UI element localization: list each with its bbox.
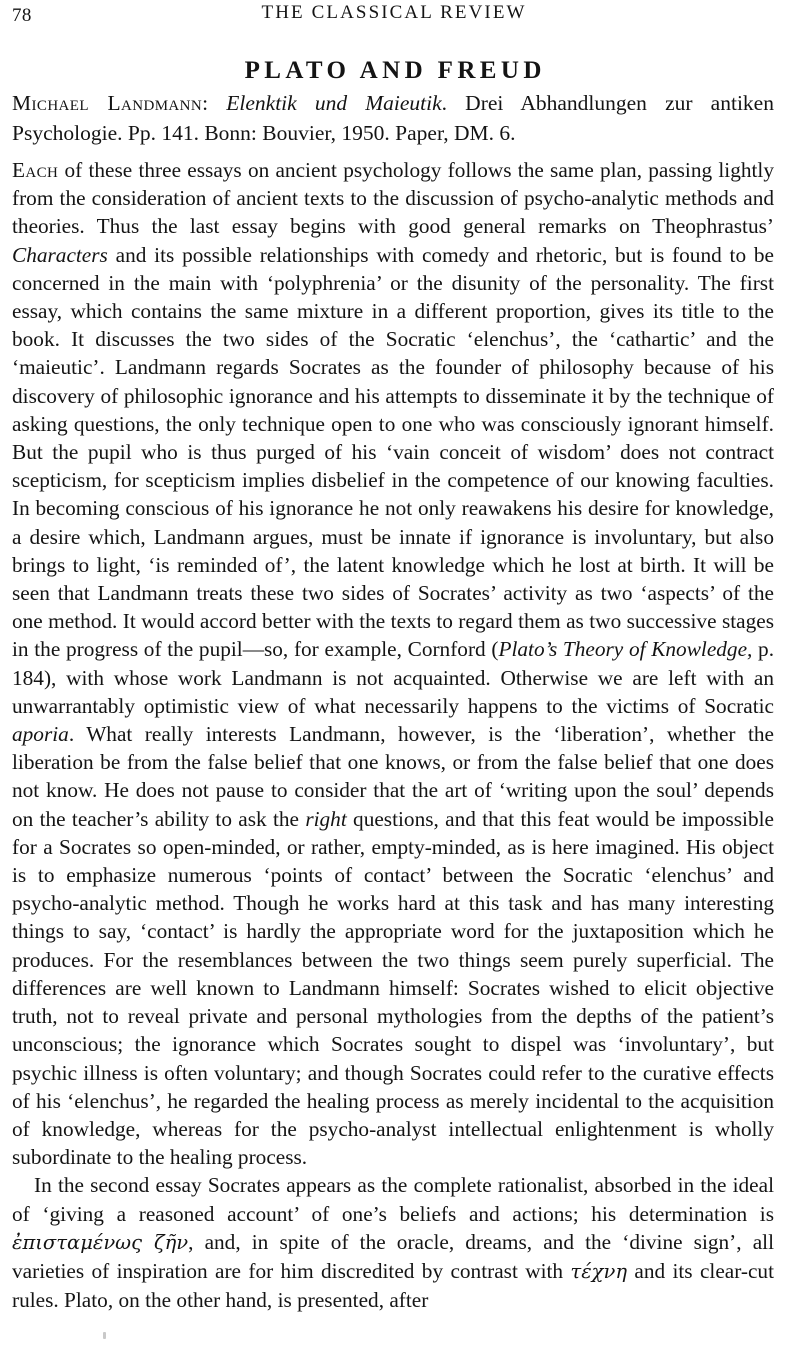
body-text-run: of these three essays on ancient psychology follows the same plan, passing lightly from the consideration of ancient texts to the discussion of psycho-analytic methods and theories. Thus the last essay begins with good general remarks on Theophrastus’	[12, 158, 774, 239]
book-title: Elenktik und Maieutik	[226, 91, 442, 115]
body-text-run: . What really interests Landmann, however, is the ‘liberation’, whether the liberation be from the false belief that one knows, or from the false belief that one does not know. He does not pause to consider that the art of ‘writing upon the soul’ depends on the teacher’s ability to ask the	[12, 722, 774, 831]
body-paragraph	[12, 1171, 774, 1314]
page-folio-number: 78	[12, 5, 32, 26]
book-ref-separator: :	[202, 91, 227, 115]
italic-phrase: Characters	[12, 242, 108, 267]
book-reference-heading	[12, 88, 774, 148]
italic-phrase: Plato’s Theory of Knowledge,	[498, 637, 753, 662]
running-head	[12, 2, 774, 28]
body-text-run: and its possible relationships with comedy and rhetoric, but is found to be concerned in the main with ‘polyphrenia’ or the disunity of the personality. The first essay, which contains the same mixture in a different proportion, gives its title to the book. It discusses the two sides of the Socratic ‘elenchus’, the ‘cathartic’ and the ‘maieutic’. Landmann regards Socrates as the founder of philosophy because of his discovery of philosophic ignorance and his attempts to disseminate it by the technique of asking questions, the only technique open to one who was consciously ignorant himself. But the pupil who is thus purged of his ‘vain conceit of wisdom’ does not contract scepticism, for scepticism implies disbelief in the competence of our knowing faculties. In becoming conscious of his ignorance he not only reawakens his desire for knowledge, a desire which, Landmann argues, must be innate if ignorance is involuntary, but also brings to light, ‘is reminded of’, the latent knowledge which he lost at birth. It will be seen that Landmann treats these two sides of Socrates’ activity as two ‘aspects’ of the one method. It would accord better with the texts to regard them as two successive stages in the progress of the pupil—so, for example, Cornford (	[12, 242, 774, 662]
body-paragraph	[12, 156, 774, 1171]
scan-artifact-mark	[103, 1332, 106, 1339]
book-imprint-details: . Drei Abhandlungen zur antiken Psychologie. Pp. 141. Bonn: Bouvier, 1950. Paper, DM. 6.	[12, 91, 774, 145]
paragraph-opening-smallcaps: Each	[12, 158, 59, 182]
greek-phrase: ἐπισταμένως ζῆν	[12, 1230, 189, 1254]
book-author: Michael Landmann	[12, 91, 203, 115]
body-text-run: p. 184), with whose work Landmann is not acquainted. Otherwise we are left with an unwarrantably optimistic view of what necessarily happens to the victims of Socratic	[12, 637, 775, 718]
body-text-run: questions, and that this feat would be impossible for a Socrates so open-minded, or rather, empty-minded, as is here imagined. His object is to emphasize numerous ‘points of contact’ between the Socratic ‘elenchus’ and psycho-analytic method. Though he works hard at this task and has many interesting things to say, ‘contact’ is hardly the appropriate word for the juxtaposition which he produces. For the resemblances between the two things seem purely superficial. The differences are well known to Landmann himself: Socrates wished to elicit objective truth, not to reveal private and personal mythologies from the depths of the patient’s unconscious; the ignorance which Socrates sought to dispel was ‘involuntary’, but psychic illness is often voluntary; and though Socrates could refer to the curative effects of his ‘elenchus’, he regarded the healing process as merely incidental to the acquisition of knowledge, whereas for the psycho-analyst intellectual enlightenment is wholly subordinate to the healing process.	[12, 806, 774, 1170]
article-title: PLATO AND FREUD	[244, 56, 546, 84]
body-text-run: , and, in spite of the oracle, dreams, and the ‘divine sign’, all varieties of inspiration are for him discredited by contrast with	[12, 1229, 775, 1283]
italic-phrase: right	[305, 806, 347, 831]
body-text-run: In the second essay Socrates appears as the complete rationalist, absorbed in the ideal of ‘giving a reasoned account’ of one’s beliefs and actions; his determination is	[12, 1173, 774, 1226]
review-body	[12, 156, 774, 1314]
italic-phrase: aporia	[12, 722, 69, 747]
body-text-run: and its clear-cut rules. Plato, on the other hand, is presented, after	[12, 1258, 774, 1313]
journal-title: THE CLASSICAL REVIEW	[261, 2, 527, 23]
greek-phrase: τέχνη	[570, 1259, 628, 1283]
